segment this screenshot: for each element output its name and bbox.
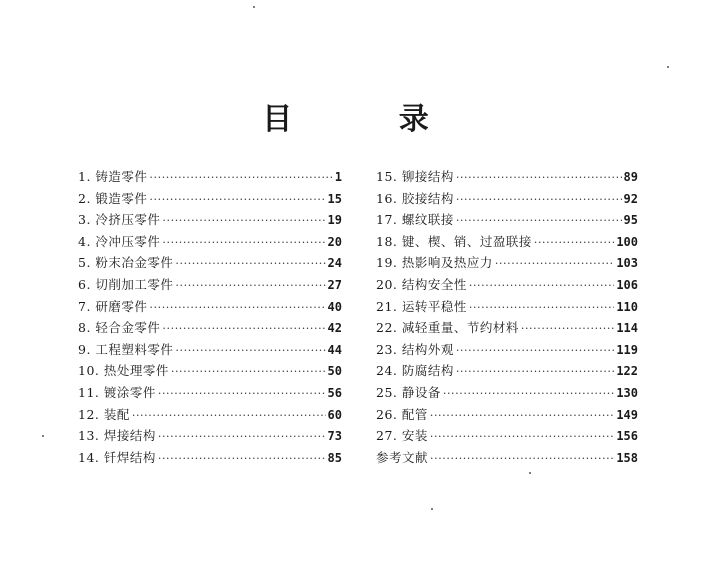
- toc-entry: [376, 274, 638, 296]
- toc-leader-dots: [534, 232, 614, 254]
- toc-leader-dots: [456, 361, 614, 383]
- toc-entry-label: 20. 结构安全性: [376, 276, 467, 292]
- toc-leader-dots: [149, 167, 332, 189]
- toc-entry: [78, 447, 342, 469]
- toc-entry-page: 60: [327, 407, 342, 422]
- toc-entry-page: 1: [334, 170, 342, 184]
- toc-leader-dots: [443, 383, 614, 405]
- toc-leader-dots: [175, 275, 325, 297]
- toc-entry-page: 130: [616, 385, 638, 400]
- toc-leader-dots: [495, 253, 614, 275]
- toc-entry: [376, 166, 638, 188]
- toc-entry-label: 23. 结构外观: [376, 341, 454, 357]
- toc-leader-dots: [469, 275, 614, 297]
- toc-entry-page: 56: [327, 385, 342, 400]
- toc-entry-page: 15: [327, 191, 342, 206]
- toc-entry-label: 15. 铆接结构: [376, 169, 454, 184]
- toc-entry-page: 95: [623, 213, 638, 228]
- toc-leader-dots: [162, 232, 325, 254]
- toc-entry-label: 22. 减轻重量、节约材料: [376, 320, 519, 336]
- toc-right-column: [376, 166, 638, 468]
- toc-entry-page: 149: [616, 407, 638, 422]
- toc-leader-dots: [430, 448, 614, 470]
- toc-leader-dots: [171, 361, 326, 383]
- toc-entry-label: 18. 键、楔、销、过盈联接: [376, 233, 532, 249]
- toc-entry: [78, 382, 342, 404]
- toc-entry: [78, 296, 342, 318]
- toc-entry-page: 110: [616, 299, 638, 314]
- toc-entry: [376, 252, 638, 274]
- toc-entry: [78, 231, 342, 253]
- toc-leader-dots: [456, 167, 622, 189]
- toc-entry-page: 50: [327, 364, 342, 379]
- toc-entry-page: 24: [327, 256, 342, 271]
- toc-entry-label: 1. 铸造零件: [78, 169, 148, 184]
- page-title: 目 录: [262, 102, 477, 137]
- toc-entry-page: 42: [327, 321, 342, 336]
- toc-leader-dots: [521, 318, 614, 340]
- toc-entry-label: 9. 工程塑料零件: [78, 341, 174, 357]
- toc-entry-page: 85: [327, 450, 342, 465]
- toc-entry-label: 17. 螺纹联接: [376, 212, 454, 228]
- toc-leader-dots: [158, 426, 326, 448]
- scan-speck: [42, 435, 44, 437]
- toc-entry-label: 24. 防腐结构: [376, 363, 454, 379]
- toc-leader-dots: [456, 210, 622, 232]
- toc-entry-label: 21. 运转平稳性: [376, 298, 467, 314]
- toc-entry-label: 5. 粉末冶金零件: [78, 255, 174, 271]
- toc-entry: [376, 404, 638, 426]
- toc-entry-label: 10. 热处理零件: [78, 363, 169, 379]
- toc-entry-page: 103: [616, 256, 638, 271]
- toc-entry-page: 89: [623, 170, 638, 184]
- toc-entry-page: 100: [616, 234, 638, 249]
- toc-leader-dots: [132, 405, 326, 427]
- toc-entry: [376, 317, 638, 339]
- toc-entry: [376, 425, 638, 447]
- scan-speck: [431, 508, 433, 510]
- toc-leader-dots: [158, 383, 326, 405]
- toc-entry: [376, 360, 638, 382]
- toc-entry-label: 6. 切削加工零件: [78, 276, 174, 292]
- toc-entry-page: 122: [616, 364, 638, 379]
- toc-entry: [78, 425, 342, 447]
- toc-entry-label: 4. 冷冲压零件: [78, 233, 161, 249]
- toc-entry-label: 26. 配管: [376, 406, 428, 422]
- toc-entry-page: 27: [327, 277, 342, 292]
- toc-entry-label: 参考文献: [376, 449, 429, 465]
- toc-entry: [78, 274, 342, 296]
- toc-leader-dots: [430, 405, 614, 427]
- toc-entry-page: 106: [616, 277, 638, 292]
- toc-entry-page: 158: [616, 450, 638, 465]
- toc-entry-page: 119: [616, 342, 638, 357]
- toc-entry: [78, 209, 342, 231]
- toc-entry: [78, 339, 342, 361]
- toc-entry: [376, 339, 638, 361]
- toc-entry-label: 2. 锻造零件: [78, 190, 148, 206]
- toc-entry: [78, 317, 342, 339]
- toc-entry: [78, 360, 342, 382]
- toc-entry: [376, 296, 638, 318]
- toc-entry-page: 20: [327, 234, 342, 249]
- toc-leader-dots: [162, 210, 325, 232]
- scan-speck: [667, 66, 669, 68]
- toc-leader-dots: [430, 426, 614, 448]
- toc-entry: [376, 447, 638, 469]
- toc-entry: [376, 382, 638, 404]
- toc-entry-label: 7. 研磨零件: [78, 298, 148, 314]
- toc-leader-dots: [469, 297, 614, 319]
- toc-entry-label: 25. 静设备: [376, 384, 441, 400]
- toc-leader-dots: [149, 297, 325, 319]
- toc-entry: [376, 231, 638, 253]
- toc-entry-page: 156: [616, 429, 638, 444]
- toc-entry-label: 8. 轻合金零件: [78, 320, 161, 336]
- toc-entry: [78, 252, 342, 274]
- toc-entry-page: 92: [623, 191, 638, 206]
- toc-entry-label: 16. 胶接结构: [376, 190, 454, 206]
- toc-entry-page: 44: [327, 342, 342, 357]
- toc-left-column: [78, 166, 342, 468]
- toc-entry-label: 19. 热影响及热应力: [376, 255, 493, 271]
- toc-leader-dots: [158, 448, 326, 470]
- toc-entry: [78, 188, 342, 210]
- toc-entry-label: 12. 装配: [78, 406, 130, 422]
- scan-speck: [253, 6, 255, 8]
- toc-leader-dots: [149, 189, 325, 211]
- toc-leader-dots: [456, 189, 622, 211]
- toc-entry-page: 40: [327, 299, 342, 314]
- toc-entry-label: 3. 冷挤压零件: [78, 212, 161, 228]
- toc-leader-dots: [162, 318, 325, 340]
- toc-entry-label: 11. 镀涂零件: [78, 384, 156, 400]
- toc-entry: [78, 166, 342, 188]
- toc-entry: [376, 188, 638, 210]
- toc-leader-dots: [456, 340, 614, 362]
- toc-entry-label: 13. 焊接结构: [78, 428, 156, 444]
- toc-entry: [78, 404, 342, 426]
- scan-speck: [529, 472, 531, 474]
- toc-entry-page: 114: [616, 321, 638, 336]
- toc-entry-page: 19: [327, 213, 342, 228]
- toc-entry: [376, 209, 638, 231]
- toc-leader-dots: [175, 253, 325, 275]
- toc-entry-label: 27. 安装: [376, 428, 428, 444]
- toc-leader-dots: [175, 340, 325, 362]
- toc-entry-page: 73: [327, 429, 342, 444]
- toc-entry-label: 14. 钎焊结构: [78, 449, 156, 465]
